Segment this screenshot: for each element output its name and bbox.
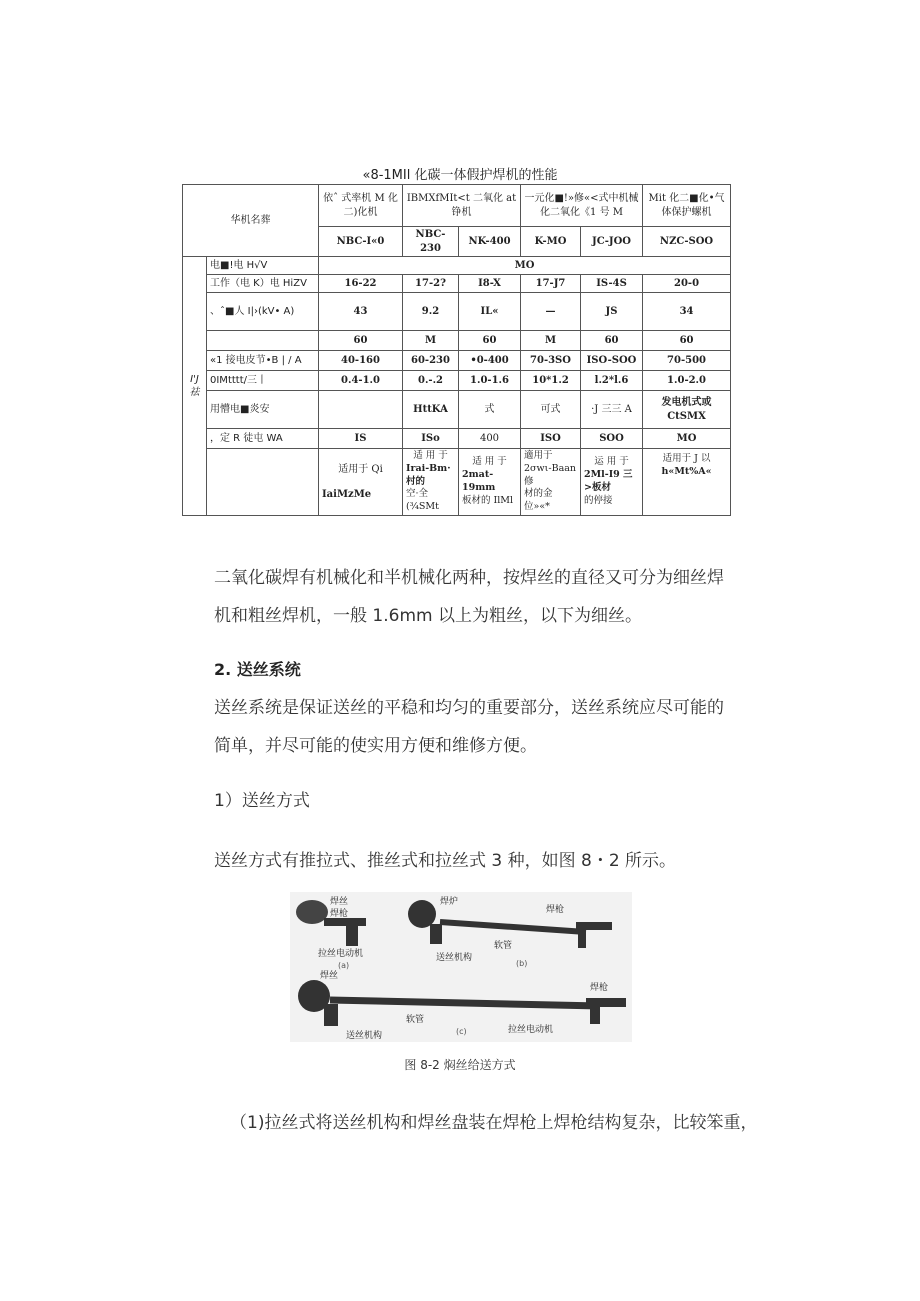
row-label bbox=[207, 449, 319, 516]
table-cell: 10*1.2 bbox=[521, 371, 581, 391]
model-cell: NZC-SOO bbox=[643, 227, 731, 257]
label-motor: 拉丝电动机 bbox=[508, 1025, 554, 1035]
usage-text: h«Mt%A« bbox=[661, 465, 712, 477]
table-cell: ·J 三三 A bbox=[581, 391, 643, 429]
label-motor: 拉丝电动机 bbox=[318, 949, 364, 959]
model-cell: NK-400 bbox=[459, 227, 521, 257]
row-label: 、ˆ■人 I|›(kV• A) bbox=[207, 293, 319, 331]
paragraph-line: （1)拉丝式将送丝机构和焊丝盘装在焊枪上焊枪结构复杂，比较笨重， bbox=[230, 1113, 758, 1133]
label-mechanism: 送丝机构 bbox=[436, 953, 473, 963]
panel-b bbox=[408, 895, 612, 968]
table-cell: 60 bbox=[459, 331, 521, 351]
table-cell: 16-22 bbox=[319, 275, 403, 293]
table-row bbox=[183, 331, 731, 351]
table-cell: 60-230 bbox=[403, 351, 459, 371]
table-cell: SOO bbox=[581, 429, 643, 449]
table-caption: «8-1MIl 化碳一体假护焊机的性能 bbox=[362, 168, 558, 183]
table-cell: 0.4-1.0 bbox=[319, 371, 403, 391]
table-cell: 20-0 bbox=[643, 275, 731, 293]
row-label: ，定 R 徒屯 WA bbox=[207, 429, 319, 449]
hose-line bbox=[440, 922, 586, 932]
model-cell: K-MO bbox=[521, 227, 581, 257]
table-cell: 70-3SO bbox=[521, 351, 581, 371]
group-header-cell: Mit 化二■化•气体保护螺机 bbox=[643, 185, 731, 227]
usage-text: Irai-Bm·村的 bbox=[406, 462, 451, 487]
name-header-cell: 华机名葬 bbox=[183, 185, 319, 257]
table-cell: JS bbox=[581, 293, 643, 331]
table-cell: 60 bbox=[581, 331, 643, 351]
row-label: «1 接电皮节•B | / A bbox=[207, 351, 319, 371]
table-cell: — bbox=[521, 293, 581, 331]
section-heading: 2. 送丝系统 bbox=[214, 660, 301, 679]
table-cell: 0.-.2 bbox=[403, 371, 459, 391]
label-wire: 焊炉 bbox=[440, 897, 459, 907]
table-cell: 400 bbox=[459, 429, 521, 449]
table-cell: M bbox=[521, 331, 581, 351]
usage-cell bbox=[521, 449, 581, 516]
table-row bbox=[183, 449, 731, 516]
table-cell: I8-X bbox=[459, 275, 521, 293]
panel-tag: (b) bbox=[516, 959, 528, 968]
table-cell: 可式 bbox=[521, 391, 581, 429]
table-row bbox=[183, 275, 731, 293]
label-gun: 焊枪 bbox=[546, 905, 565, 915]
table-cell: 70-500 bbox=[643, 351, 731, 371]
table-cell: ISo bbox=[403, 429, 459, 449]
model-cell: NBC-I«0 bbox=[319, 227, 403, 257]
table-cell: l.2*l.6 bbox=[581, 371, 643, 391]
table-cell: •0-400 bbox=[459, 351, 521, 371]
panel-c bbox=[298, 969, 626, 1041]
table-cell: IS bbox=[319, 429, 403, 449]
usage-text: 适用于 Qi bbox=[338, 463, 383, 475]
wire-feed-figure bbox=[290, 892, 632, 1042]
table-cell: ISO bbox=[521, 429, 581, 449]
feeder-box-icon bbox=[324, 1004, 338, 1026]
usage-text: 的停接 bbox=[584, 494, 613, 506]
row-label bbox=[207, 331, 319, 351]
table-cell: 式 bbox=[459, 391, 521, 429]
paragraph-line: 二氧化碳焊有机械化和半机械化两种，按焊丝的直径又可分为细丝焊 bbox=[214, 568, 724, 588]
gun-handle-icon bbox=[590, 1004, 600, 1024]
table-cell: IL« bbox=[459, 293, 521, 331]
row-label: 工作（电 K）电 HiZV bbox=[207, 275, 319, 293]
usage-cell bbox=[643, 449, 731, 516]
welding-gun-icon bbox=[324, 918, 366, 926]
row-label: 用懵电■炎安 bbox=[207, 391, 319, 429]
table-cell: 发电机式或 CtSMX bbox=[643, 391, 731, 429]
label-gun: 焊枪 bbox=[590, 983, 609, 993]
table-cell: MO bbox=[643, 429, 731, 449]
row-label: 0IMtttt/三丨 bbox=[207, 371, 319, 391]
table-cell: 1.0-2.0 bbox=[643, 371, 731, 391]
panel-tag: (a) bbox=[338, 961, 350, 970]
hose-line bbox=[330, 1000, 600, 1006]
usage-text: 空·全 (¾SMt bbox=[406, 488, 439, 513]
label-mechanism: 送丝机构 bbox=[346, 1031, 383, 1041]
usage-text: 適用于 bbox=[524, 450, 553, 461]
figure-caption: 图 8-2 焖丝给送方式 bbox=[404, 1058, 516, 1072]
usage-text: IaiMzMe bbox=[322, 489, 372, 501]
paragraph-line: 机和粗丝焊机，一般 1.6mm 以上为粗丝，以下为细丝。 bbox=[214, 606, 642, 626]
table-row bbox=[183, 293, 731, 331]
table-cell: 34 bbox=[643, 293, 731, 331]
table-row bbox=[183, 391, 731, 429]
gun-handle-icon bbox=[578, 926, 586, 948]
group-header-cell: IBMXfMIt<t 二氧化 at 铮机 bbox=[403, 185, 521, 227]
model-cell: NBC-230 bbox=[403, 227, 459, 257]
table-cell: 43 bbox=[319, 293, 403, 331]
table-cell: 17-J7 bbox=[521, 275, 581, 293]
wire-spool-icon bbox=[296, 900, 328, 924]
table-cell: 17-2? bbox=[403, 275, 459, 293]
group-header-cell: 一元化■!»修«<式中机械化二氧化《1 号 M bbox=[521, 185, 643, 227]
table-cell: 9.2 bbox=[403, 293, 459, 331]
panel-tag: (c) bbox=[456, 1027, 467, 1036]
performance-table bbox=[182, 184, 731, 516]
usage-text: 适 用 于 bbox=[413, 450, 448, 461]
feeder-box-icon bbox=[430, 924, 442, 944]
usage-text: 适 用 于 bbox=[472, 456, 507, 468]
usage-text: 2σwι-Baan 修 bbox=[524, 462, 577, 487]
label-wire: 焊丝 bbox=[330, 897, 349, 907]
table-cell bbox=[319, 391, 403, 429]
table-cell: HttKA bbox=[403, 391, 459, 429]
usage-text: 板材的 IlMl bbox=[462, 494, 514, 506]
table-row bbox=[183, 371, 731, 391]
label-hose: 软管 bbox=[406, 1015, 425, 1025]
usage-text: 2Ml-I9 三>板材 bbox=[584, 469, 633, 494]
table-cell: 60 bbox=[319, 331, 403, 351]
table-cell: IS-4S bbox=[581, 275, 643, 293]
table-cell: M bbox=[403, 331, 459, 351]
table-row bbox=[183, 185, 731, 227]
row-label: 电■!电 H√V bbox=[207, 257, 319, 275]
paragraph-line: 送丝方式有推拉式、推丝式和拉丝式 3 种，如图 8・2 所示。 bbox=[214, 851, 677, 871]
paragraph-line: 送丝系统是保证送丝的平稳和均匀的重要部分，送丝系统应尽可能的 bbox=[214, 698, 724, 718]
side-label-cell: I'J 祛 bbox=[183, 257, 207, 516]
usage-text: 运 用 于 bbox=[594, 456, 629, 468]
panel-a bbox=[296, 895, 366, 970]
table-row bbox=[183, 351, 731, 371]
usage-cell bbox=[403, 449, 459, 516]
wire-feed-illustration bbox=[290, 892, 632, 1042]
table-cell: MO bbox=[319, 257, 731, 275]
usage-cell bbox=[581, 449, 643, 516]
group-header-cell: 依ˆ 式率机 M 化二)化机 bbox=[319, 185, 403, 227]
paragraph-line: 简单，并尽可能的使实用方便和维修方便。 bbox=[214, 736, 537, 756]
subsection-heading: 1）送丝方式 bbox=[214, 791, 310, 811]
table-cell: 40-160 bbox=[319, 351, 403, 371]
table-cell: 1.0-1.6 bbox=[459, 371, 521, 391]
label-wire: 焊丝 bbox=[320, 971, 339, 981]
table-cell: 60 bbox=[643, 331, 731, 351]
wire-spool-icon bbox=[408, 900, 436, 928]
usage-text: 适用于 J 以 bbox=[662, 453, 711, 464]
gun-handle-icon bbox=[346, 922, 358, 946]
table-cell: ISO-SOO bbox=[581, 351, 643, 371]
table-row bbox=[183, 429, 731, 449]
model-cell: JC-JOO bbox=[581, 227, 643, 257]
table-row bbox=[183, 257, 731, 275]
usage-cell bbox=[459, 449, 521, 516]
label-hose: 软管 bbox=[494, 941, 513, 951]
usage-text: 材的金位»«* bbox=[524, 488, 553, 513]
usage-cell bbox=[319, 449, 403, 516]
usage-text: 2mat-19mm bbox=[462, 469, 496, 494]
label-gun: 焊枪 bbox=[330, 909, 349, 919]
